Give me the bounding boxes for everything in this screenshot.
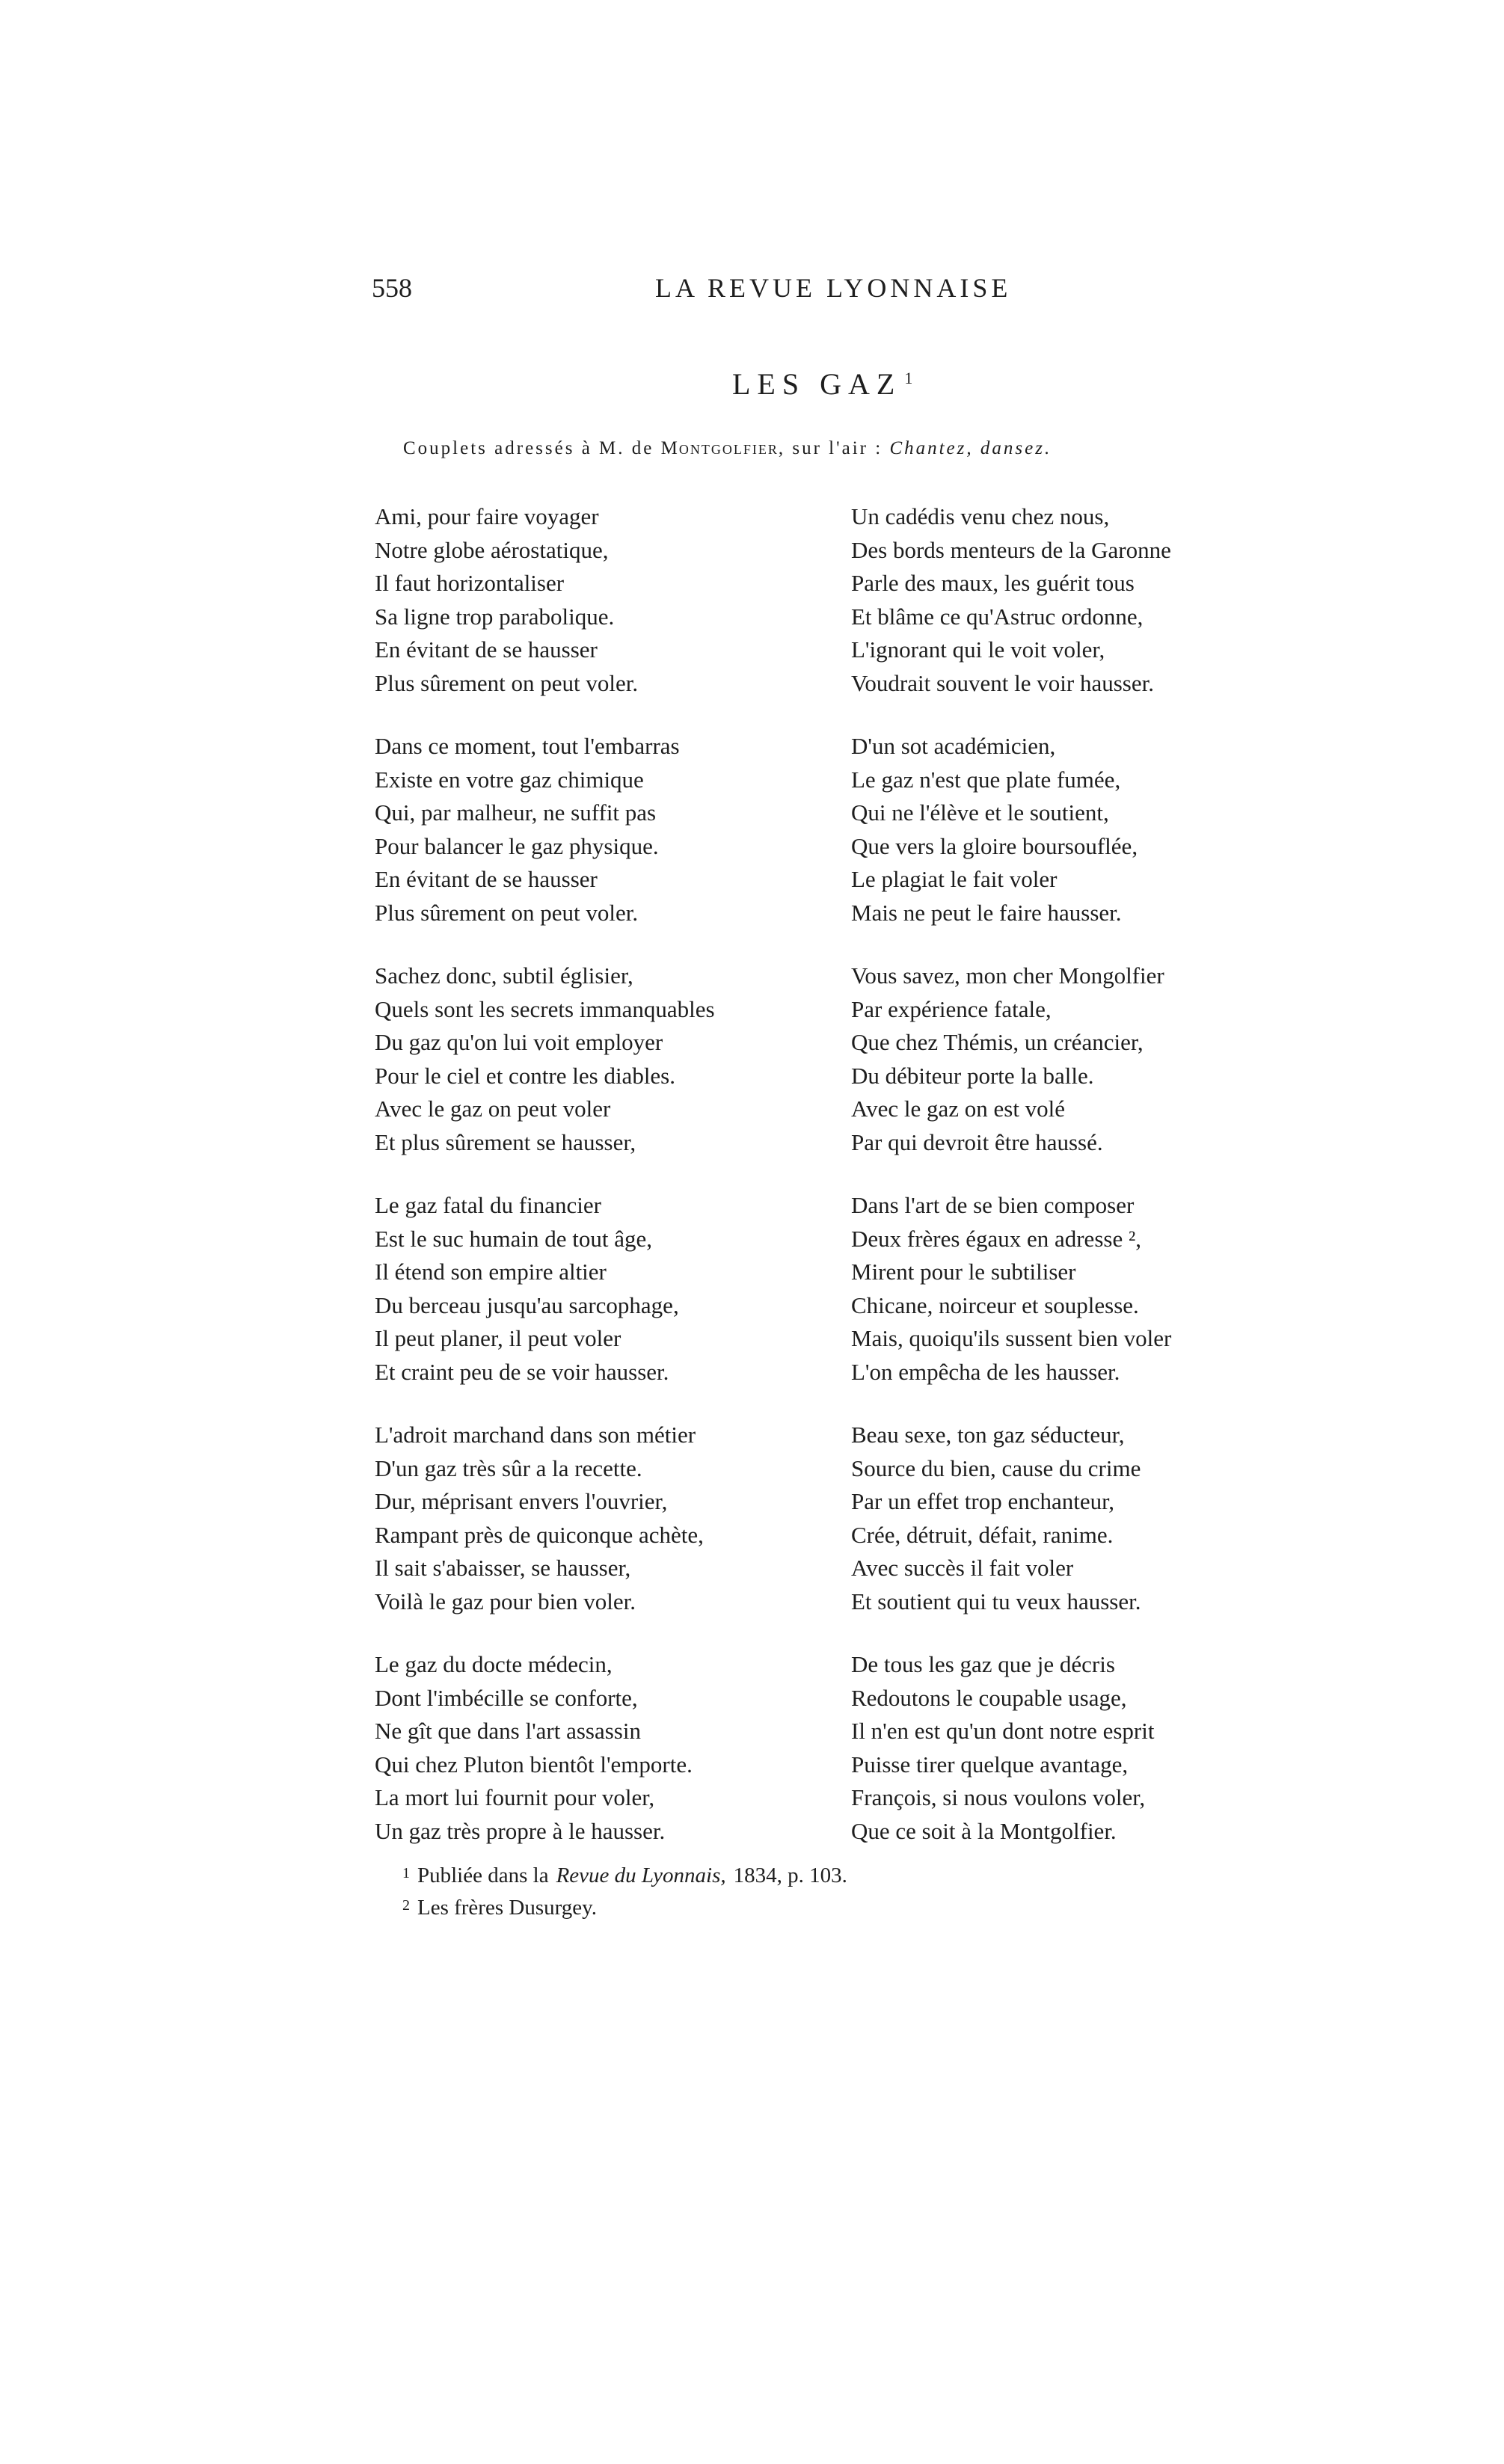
verse-line: De tous les gaz que je décris (851, 1651, 1115, 1677)
verse-line: Il sait s'abaisser, se hausser, (375, 1555, 631, 1581)
verse-line: Avec succès il fait voler (851, 1555, 1074, 1581)
stanza (851, 959, 1315, 1159)
footnote-publication: Revue du Lyonnais, (556, 1864, 726, 1887)
verse-line: Il n'en est qu'un dont notre esprit (851, 1718, 1155, 1744)
verse-line: La mort lui fournit pour voler, (375, 1784, 655, 1810)
verse-line: Le gaz fatal du financier (375, 1192, 601, 1218)
footnote-1 (402, 1858, 847, 1890)
poem-left-column (375, 500, 838, 1878)
verse-line: Vous savez, mon cher Mongolfier (851, 962, 1164, 989)
stanza (851, 1189, 1315, 1389)
verse-line: Avec le gaz on peut voler (375, 1096, 611, 1122)
verse-line: Voilà le gaz pour bien voler. (375, 1588, 636, 1614)
verse-line: Dur, méprisant envers l'ouvrier, (375, 1488, 668, 1514)
verse-line: Mais ne peut le faire hausser. (851, 899, 1122, 926)
verse-line: Sachez donc, subtil églisier, (375, 962, 633, 989)
verse-line: L'adroit marchand dans son métier (375, 1422, 696, 1448)
stanza (851, 1648, 1315, 1848)
stanza (375, 1419, 838, 1618)
verse-line: François, si nous voulons voler, (851, 1784, 1146, 1810)
stanza (851, 1419, 1315, 1618)
poem-title (732, 366, 912, 402)
verse-line: Et plus sûrement se hausser, (375, 1128, 636, 1155)
verse-line: Et blâme ce qu'Astruc ordonne, (851, 603, 1144, 630)
verse-line: Du débiteur porte la balle. (851, 1062, 1094, 1089)
footnote-text: Publiée dans la (417, 1864, 549, 1887)
footnote-2 (402, 1890, 847, 1923)
verse-line: En évitant de se hausser (375, 636, 598, 663)
verse-line: Voudrait souvent le voir hausser. (851, 669, 1154, 696)
verse-line: Qui ne l'élève et le soutient, (851, 799, 1109, 826)
stanza (375, 1189, 838, 1389)
verse-line: Qui, par malheur, ne suffit pas (375, 799, 657, 826)
verse-line: Ne gît que dans l'art assassin (375, 1718, 641, 1744)
footnote-mark: 1 (402, 1865, 410, 1881)
verse-line: Un cadédis venu chez nous, (851, 503, 1110, 529)
verse-line: Et craint peu de se voir hausser. (375, 1358, 669, 1385)
verse-line: Qui chez Pluton bientôt l'emporte. (375, 1751, 693, 1778)
verse-line: Mais, quoiqu'ils sussent bien voler (851, 1325, 1172, 1351)
verse-line: Du gaz qu'on lui voit employer (375, 1029, 663, 1055)
stanza (375, 1648, 838, 1848)
verse-line: Plus sûrement on peut voler. (375, 899, 639, 926)
verse-line: D'un sot académicien, (851, 733, 1056, 759)
verse-line: Par expérience fatale, (851, 995, 1052, 1022)
subtitle-name: Montgolfier (660, 438, 779, 458)
verse-line: Le gaz du docte médecin, (375, 1651, 613, 1677)
verse-line: Dans l'art de se bien composer (851, 1192, 1135, 1218)
footnote-pages: 1834, p. 103. (733, 1864, 847, 1887)
verse-line: Par qui devroit être haussé. (851, 1128, 1103, 1155)
verse-line: Deux frères égaux en adresse ², (851, 1225, 1141, 1252)
verse-line: Beau sexe, ton gaz séducteur, (851, 1422, 1125, 1448)
verse-line: Que chez Thémis, un créancier, (851, 1029, 1144, 1055)
verse-line: Des bords menteurs de la Garonne (851, 536, 1171, 563)
verse-line: Pour balancer le gaz physique. (375, 832, 659, 859)
footnote-reference-1: 1 (904, 369, 913, 387)
verse-line: Redoutons le coupable usage, (851, 1684, 1127, 1711)
stanza (851, 730, 1315, 930)
verse-line: Notre globe aérostatique, (375, 536, 609, 563)
footnote-text: Les frères Dusurgey. (417, 1896, 597, 1920)
stanza (375, 500, 838, 700)
verse-line: Et soutient qui tu veux hausser. (851, 1588, 1141, 1614)
verse-line: Chicane, noirceur et souplesse. (851, 1291, 1139, 1318)
verse-line: Le plagiat le fait voler (851, 866, 1058, 892)
verse-line: Que vers la gloire boursouflée, (851, 832, 1138, 859)
stanza (375, 959, 838, 1159)
verse-line: Mirent pour le subtiliser (851, 1259, 1076, 1285)
verse-line: L'on empêcha de les hausser. (851, 1358, 1120, 1385)
verse-line: Existe en votre gaz chimique (375, 766, 644, 793)
footnotes (402, 1858, 847, 1923)
verse-line: Est le suc humain de tout âge, (375, 1225, 653, 1252)
verse-line: Ami, pour faire voyager (375, 503, 599, 529)
verse-line: Puisse tirer quelque avantage, (851, 1751, 1129, 1778)
verse-line: Dans ce moment, tout l'embarras (375, 733, 680, 759)
running-head: LA REVUE LYONNAISE (655, 273, 1012, 303)
verse-line: Avec le gaz on est volé (851, 1096, 1066, 1122)
verse-line: Il faut horizontaliser (375, 570, 565, 596)
stanza (375, 730, 838, 930)
verse-line: Que ce soit à la Montgolfier. (851, 1817, 1117, 1844)
verse-line: Plus sûrement on peut voler. (375, 669, 639, 696)
stanza (851, 500, 1315, 700)
verse-line: Du berceau jusqu'au sarcophage, (375, 1291, 679, 1318)
verse-line: D'un gaz très sûr a la recette. (375, 1454, 642, 1481)
verse-line: En évitant de se hausser (375, 866, 598, 892)
subtitle-middle: , sur l'air : (778, 438, 883, 458)
verse-line: Crée, détruit, défait, ranime. (851, 1521, 1114, 1548)
verse-line: Le gaz n'est que plate fumée, (851, 766, 1121, 793)
verse-line: Un gaz très propre à le hausser. (375, 1817, 666, 1844)
footnote-mark: 2 (402, 1897, 410, 1914)
page-number: 558 (372, 273, 412, 303)
verse-line: Source du bien, cause du crime (851, 1454, 1141, 1481)
verse-line: Par un effet trop enchanteur, (851, 1488, 1114, 1514)
verse-line: Quels sont les secrets immanquables (375, 995, 715, 1022)
poem-right-column (851, 500, 1315, 1878)
verse-line: Parle des maux, les guérit tous (851, 570, 1135, 596)
poem-title-text: LES GAZ (732, 367, 902, 401)
verse-line: L'ignorant qui le voit voler, (851, 636, 1105, 663)
verse-line: Rampant près de quiconque achète, (375, 1521, 704, 1548)
verse-line: Dont l'imbécille se conforte, (375, 1684, 638, 1711)
verse-line: Il étend son empire altier (375, 1259, 607, 1285)
verse-line: Il peut planer, il peut voler (375, 1325, 621, 1351)
verse-line: Sa ligne trop parabolique. (375, 603, 615, 630)
verse-line: Pour le ciel et contre les diables. (375, 1062, 676, 1089)
poem-subtitle (403, 438, 1052, 459)
subtitle-tune: Chantez, dansez. (889, 438, 1052, 458)
subtitle-prefix: Couplets adressés à M. de (403, 438, 654, 458)
